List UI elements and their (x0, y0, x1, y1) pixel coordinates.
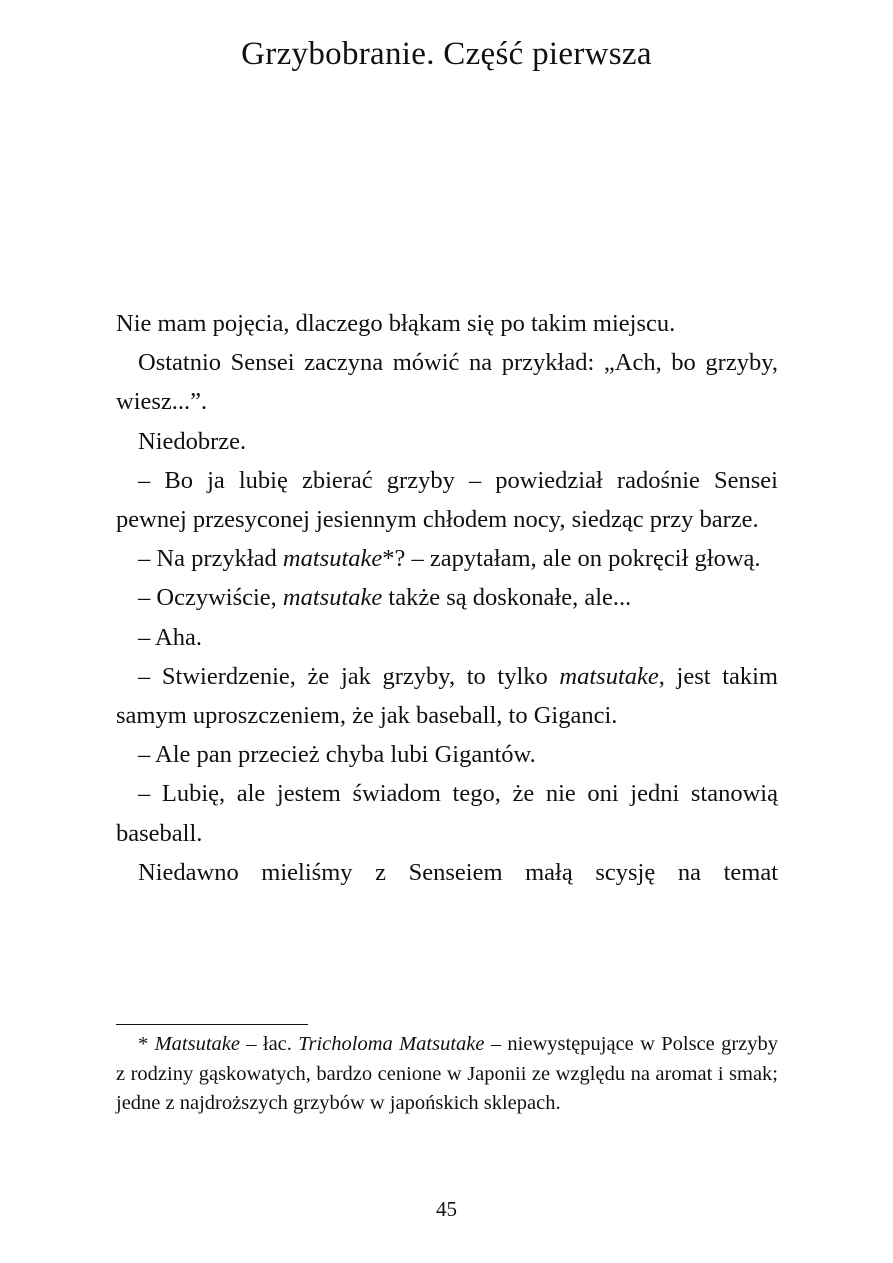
paragraph: Ostatnio Sensei zaczyna mówić na przykład: „Ach, bo grzyby, wiesz...”. (116, 349, 778, 416)
paragraph: Niedawno mieliśmy z Senseiem małą scysję na temat (138, 858, 778, 886)
italic-term: matsutake (282, 584, 383, 612)
footnote-divider (116, 1024, 308, 1025)
paragraph: Nie mam pojęcia, dlaczego błąkam się po takim miejscu. (116, 310, 676, 337)
text-run: – Stwierdzenie, że jak grzyby, to tylko (138, 662, 560, 690)
paragraph: Niedobrze. (138, 427, 247, 455)
footnote-separator: – łac. (239, 1033, 299, 1055)
chapter-title: Grzybobranie. Część pierwsza (241, 36, 652, 72)
paragraph: – Aha. (138, 623, 202, 651)
paragraph: – Ale pan przecież chyba lubi Gigantów. (138, 741, 536, 769)
paragraph: – Lubię, ale jestem świadom tego, że nie oni jedni stanowią baseball. (116, 780, 778, 847)
paragraph: – Bo ja lubię zbierać grzyby – powiedział radośnie Sensei pewnej przesyconej jesiennym chłodem nocy, siedząc przy barze. (116, 466, 778, 534)
paragraph (116, 578, 778, 617)
footnote-term: Matsutake (154, 1033, 240, 1055)
text-run: *? – zapytałam, ale on pokręcił głową. (382, 545, 761, 573)
text-run: także są doskonałe, ale... (382, 584, 632, 612)
text-run: , jest takim samym uproszczeniem, że jak baseball, to Giganci. (116, 662, 778, 730)
footnote (116, 1030, 778, 1119)
page-number: 45 (436, 1197, 457, 1221)
footnote-marker: * (138, 1033, 155, 1055)
footnote-latin-name: Tricholoma Matsutake (298, 1033, 485, 1055)
text-run: – Na przykład (138, 545, 283, 573)
paragraph (116, 539, 778, 578)
body-text (116, 304, 778, 892)
italic-term: matsutake (282, 545, 383, 573)
paragraph (116, 657, 778, 735)
footnote-text: – niewystępujące w Polsce grzyby z rodziny gąskowatych, bardzo cenione w Japonii ze względu na aromat i smak; jedne z najdroższych grzybów w japońskich sklepach. (116, 1033, 778, 1114)
text-run: – Oczywiście, (138, 584, 283, 612)
italic-term: matsutake (559, 662, 659, 690)
